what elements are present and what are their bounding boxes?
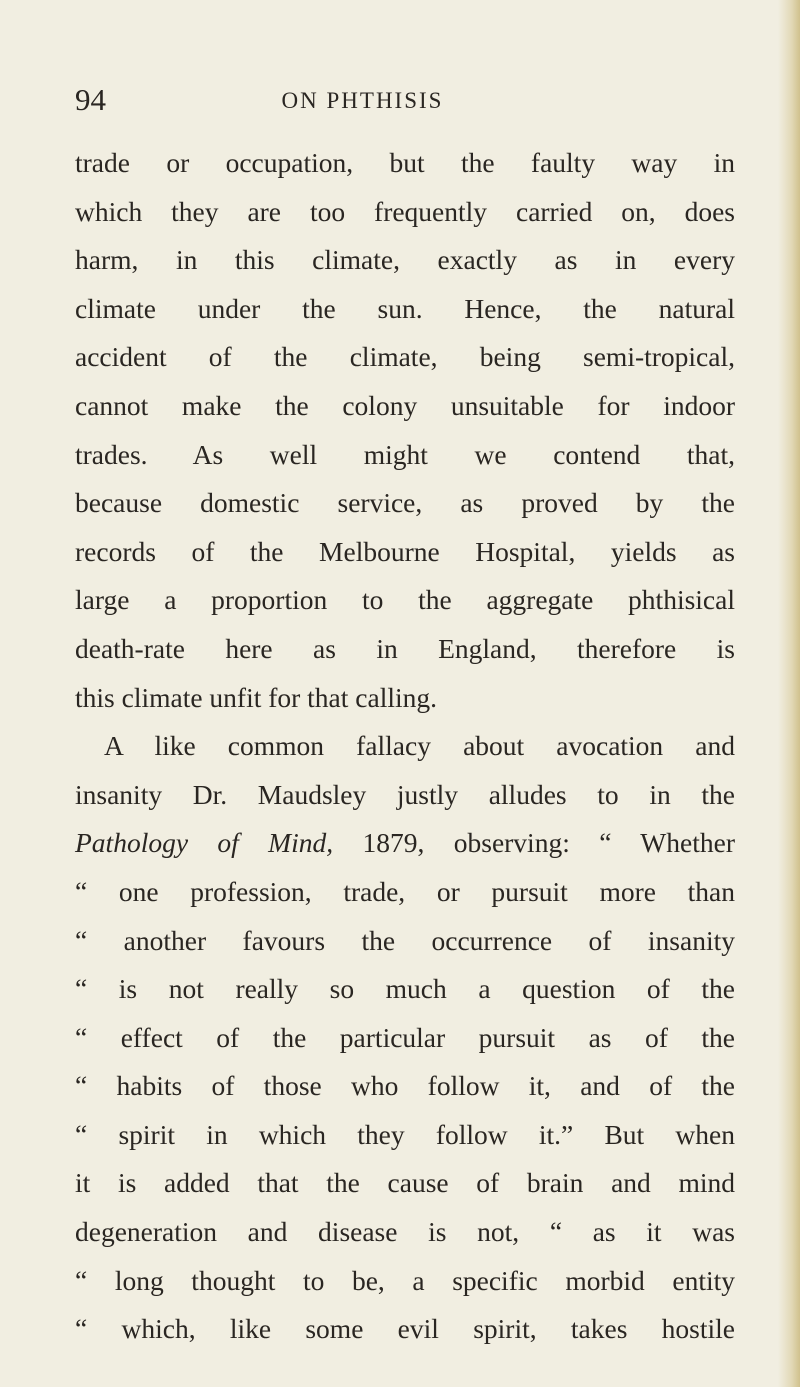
text-line-with-title: [75, 819, 735, 868]
body-text: [75, 139, 735, 1354]
text-line: degeneration and disease is not, “ as it was: [75, 1216, 735, 1248]
quote-line: “ long thought to be, a specific morbid entity: [75, 1264, 735, 1296]
text-line: climate under the sun. Hence, the natural: [75, 292, 735, 324]
book-title: Pathology of Mind,: [75, 827, 334, 859]
quote-line: “ one profession, trade, or pursuit more than: [75, 875, 735, 907]
text-line: insanity Dr. Maudsley justly alludes to in the: [75, 778, 735, 810]
page-header: [75, 82, 735, 118]
text-line: records of the Melbourne Hospital, yields as: [75, 535, 735, 567]
text-line: harm, in this climate, exactly as in every: [75, 244, 735, 276]
page-edge-shadow: [778, 0, 800, 1387]
quote-line: “ another favours the occurrence of insanity: [75, 924, 735, 956]
text-line: trades. As well might we contend that,: [75, 438, 735, 470]
text-line: which they are too frequently carried on, does: [75, 195, 735, 227]
quote-line: “ which, like some evil spirit, takes hostile: [75, 1313, 735, 1345]
quote-line: “ habits of those who follow it, and of the: [75, 1070, 735, 1102]
quote-line: “ is not really so much a question of the: [75, 973, 735, 1005]
text-line: death-rate here as in England, therefore is: [75, 632, 735, 664]
text-line-rest: 1879, observing: “ Whether: [333, 827, 735, 859]
text-line: trade or occupation, but the faulty way in: [75, 147, 735, 178]
text-line: this climate unfit for that calling.: [75, 681, 437, 713]
text-line: it is added that the cause of brain and mind: [75, 1167, 735, 1199]
quote-line: “ effect of the particular pursuit as of the: [75, 1021, 735, 1053]
text-line: accident of the climate, being semi-tropical,: [75, 341, 735, 373]
quote-line: “ spirit in which they follow it.” But when: [75, 1118, 735, 1150]
text-line: large a proportion to the aggregate phthisical: [75, 584, 735, 616]
page-number: 94: [75, 82, 106, 117]
text-line: because domestic service, as proved by the: [75, 487, 735, 519]
running-head: ON PHTHISIS: [281, 88, 444, 113]
paragraph-first-line: A like common fallacy about avocation and: [104, 730, 735, 762]
text-line: cannot make the colony unsuitable for indoor: [75, 389, 735, 421]
